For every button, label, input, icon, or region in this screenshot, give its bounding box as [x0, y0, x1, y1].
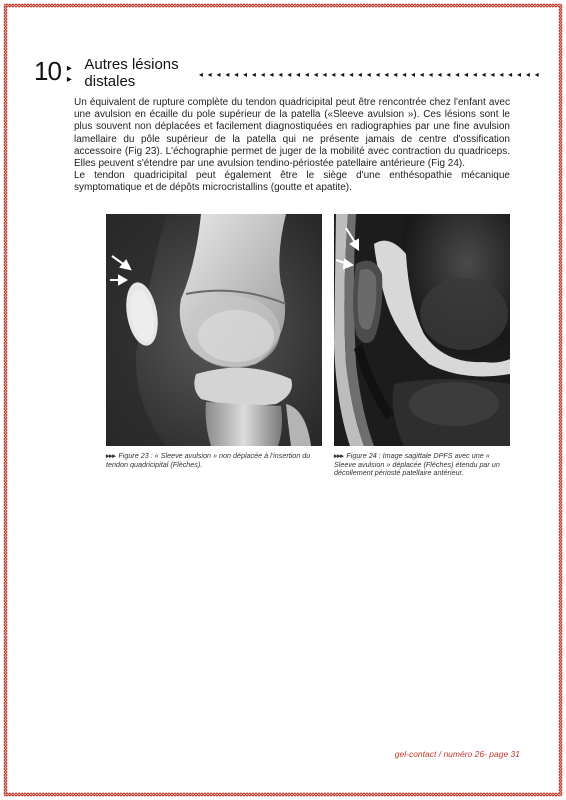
section-trail-arrows-icon: ◂ ◂ ◂ ◂ ◂ ◂ ◂ ◂ ◂ ◂ ◂ ◂ ◂ ◂ ◂ ◂ ◂ ◂ ◂ ◂ ◂ ◂ ◂ ◂ ◂ ◂ ◂ ◂ ◂ ◂ ◂ ◂ ◂ ◂ ◂ ◂ ◂ ◂ ◂: [198, 69, 540, 79]
section-arrows-icon: ▸ ▸: [66, 63, 73, 85]
body-paragraph-1: Un équivalent de rupture complète du tendon quadricipital peut être rencontrée chez l'enfant avec une avulsion en écaille du pole supérieur de la patella («Sleeve avulsion »). Ces lésions sont le plus souvent non déplacées et facilement diagnostiquées en radiographies par une fine avulsion lamellaire du pôle supérieur de la patella qui ne présente jamais de centre d'ossification accessoire (Fig 23). L'échographie permet de juger de la mobilité avec contraction du quadriceps. Elles peuvent s'étendre par une avulsion tendino-périostée patellaire antérieure (Fig 24).: [74, 97, 510, 170]
page-footer: gel-contact / numéro 26- page 31: [394, 749, 520, 759]
caption-arrows-icon: ▸▸▸: [106, 451, 116, 460]
caption-arrows-icon: ▸▸▸: [334, 451, 344, 460]
figure-24-caption: [334, 452, 510, 478]
figure-23-xray-image: [106, 214, 322, 446]
section-title: Autres lésions distales: [84, 56, 179, 90]
figure-23-caption: [106, 452, 322, 469]
section-number: 10: [34, 55, 61, 86]
body-paragraph-2: Le tendon quadricipital peut également être le siège d'une enthésopathie mécanique symptomatique et de dépôts microcristallins (goutte et apatite).: [74, 170, 510, 194]
body-text: [74, 97, 510, 195]
section-header: [34, 55, 540, 90]
figure-24-mri-image: [334, 214, 510, 446]
figure-24-caption-text: Figure 24 : Image sagittale DPFS avec une « Sleeve avulsion » déplacée (Flèches) étendu par un décollement périosté patellaire antérieur.: [334, 451, 500, 478]
figure-23-caption-text: Figure 23 : « Sleeve avulsion » non déplacée à l'insertion du tendon quadricipital (Flèches).: [106, 451, 311, 469]
